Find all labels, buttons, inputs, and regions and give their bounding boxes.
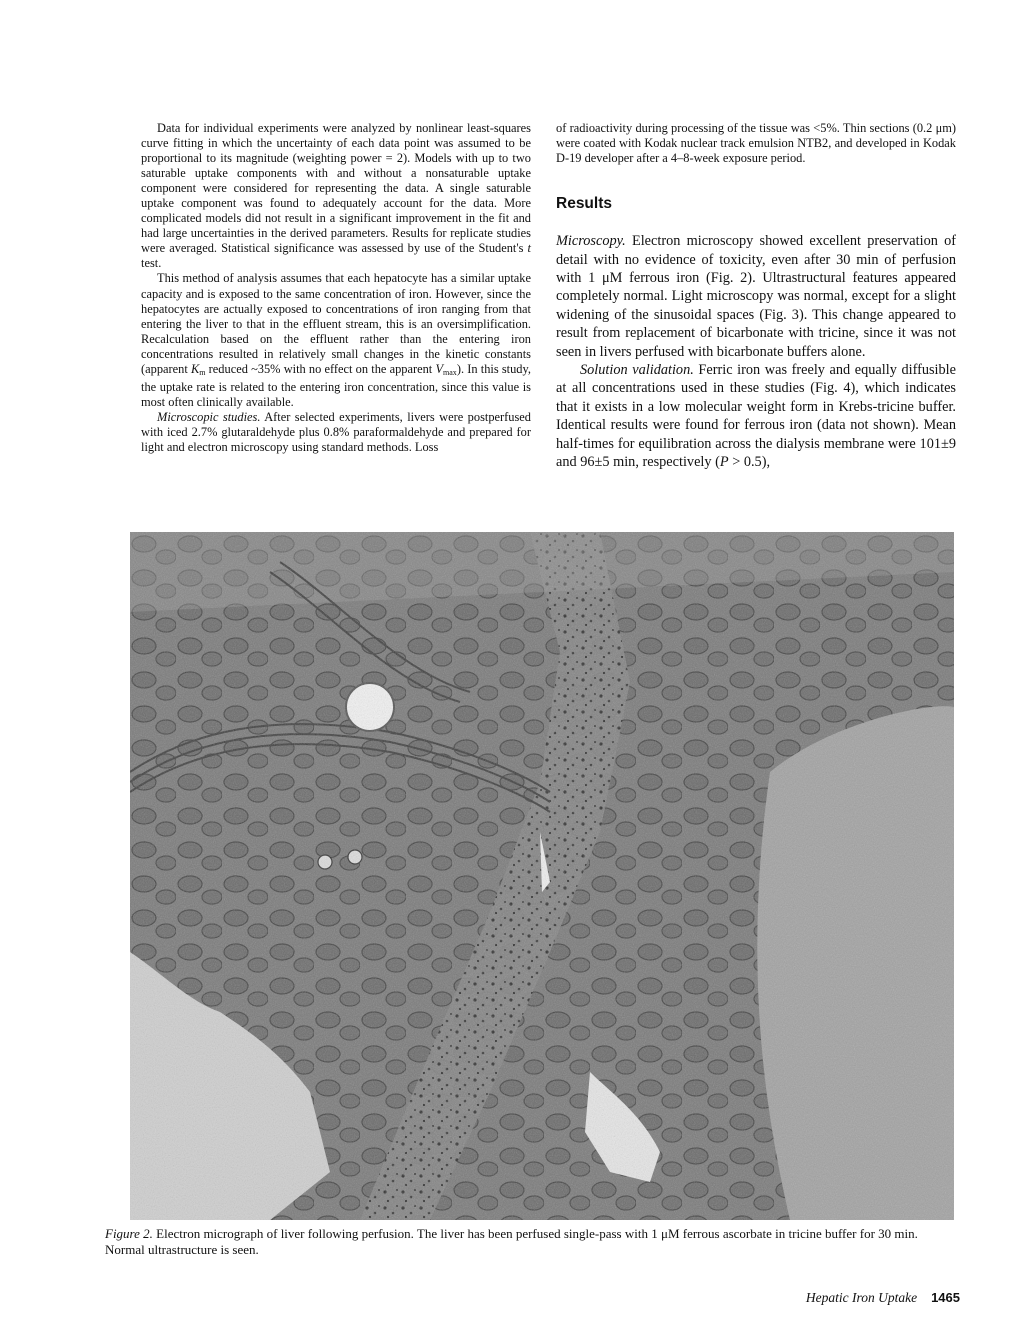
paragraph-methods-analysis	[141, 121, 531, 271]
paragraph-microscopic-studies	[141, 410, 531, 455]
subscript-m: m	[199, 367, 206, 377]
left-column	[141, 121, 531, 455]
text-span: Electron microscopy showed excellent preservation of detail with no evidence of toxicity, even after 30 min of perfusion with 1 μM ferrous iron (Fig. 2). Ultrastructural features appeared completely normal. Light microscopy was normal, except for a slight widening of the sinusoidal spaces (Fig. 3). This change appeared to result from replacement of bicarbonate with tricine, since it was not seen in livers perfused with bicarbonate buffers alone.	[556, 233, 956, 360]
italic-t: t	[527, 241, 531, 256]
text-span: Ferric iron was freely and equally diffusible at all concentrations used in these studies (Fig. 4), which indicates that it exists in a low molecular weight form in Krebs-tricine buffer. Identical results were found for ferrous iron (data not shown). Mean half-times for equilibration across the dialysis membrane were 101±9 and 96±5 min, respectively (	[556, 361, 956, 471]
figure-label: Figure 2.	[105, 1226, 153, 1241]
text-span: After selected experiments, livers were postperfused with iced 2.7% glutaraldehyde plus 0.8% paraformaldehyde and prepared for light and electron microscopy using standard methods. Loss	[141, 409, 532, 454]
paragraph-continued: of radioactivity during processing of the tissue was <5%. Thin sections (0.2 μm) were coated with Kodak nuclear track emulsion NTB2, and developed in Kodak D-19 developer after a 4–8-week exposure period.	[556, 121, 956, 166]
text-span: reduced ~35% with no effect on the apparent	[205, 361, 436, 376]
text-span: test.	[141, 256, 162, 271]
right-column	[556, 121, 956, 471]
section-heading-results: Results	[556, 195, 612, 213]
paragraph-microscopy	[556, 232, 956, 361]
italic-p: P	[719, 454, 729, 471]
paragraph-solution-validation	[556, 361, 956, 471]
text-span: Data for individual experiments were analyzed by nonlinear least-squares curve fitting in which the uncertainty of each data point was assumed to be proportional to its magnitude (weighting power = 2). Models with up to two saturable uptake components with and without a nonsaturable uptake component were considered for representing the data. A single saturable uptake component was found to adequately account for the data. More complicated models did not result in a significant improvement in the fit and had large uncertainties in the derived parameters. Results for replicate studies were averaged. Statistical significance was assessed by use of the Student's	[141, 121, 531, 256]
text-span: This method of analysis assumes that each hepatocyte has a similar uptake capacity and is exposed to the same concentration of iron. However, since the hepatocytes are actually exposed to concentrations of iron ranging from that entering the liver to that in the effluent stream, this is an oversimplification. Recalculation based on the effluent rather than the entering iron concentrations resulted in relatively small changes in the kinetic constants (apparent	[141, 271, 531, 376]
italic-v: V	[435, 361, 444, 376]
run-in-heading: Microscopy.	[556, 233, 626, 250]
figure-caption	[105, 1226, 960, 1257]
run-in-heading: Solution validation.	[580, 361, 694, 378]
electron-micrograph	[130, 532, 954, 1220]
italic-k: K	[190, 361, 200, 376]
paragraph-assumptions	[141, 271, 531, 409]
micrograph-image	[130, 532, 954, 1220]
page-number: 1465	[931, 1290, 960, 1305]
running-title: Hepatic Iron Uptake	[805, 1290, 918, 1305]
text-span: ). In this study, the uptake rate is related to the entering iron concentration, since this value is most often clinically available.	[141, 361, 531, 409]
page-footer	[806, 1290, 960, 1306]
caption-text: Electron micrograph of liver following perfusion. The liver has been perfused single-pass with 1 μM ferrous ascorbate in tricine buffer for 30 min. Normal ultrastructure is seen.	[105, 1226, 918, 1257]
text-span: > 0.5),	[728, 454, 771, 471]
subscript-max: max	[443, 367, 457, 377]
run-in-heading: Microscopic studies.	[157, 409, 261, 424]
